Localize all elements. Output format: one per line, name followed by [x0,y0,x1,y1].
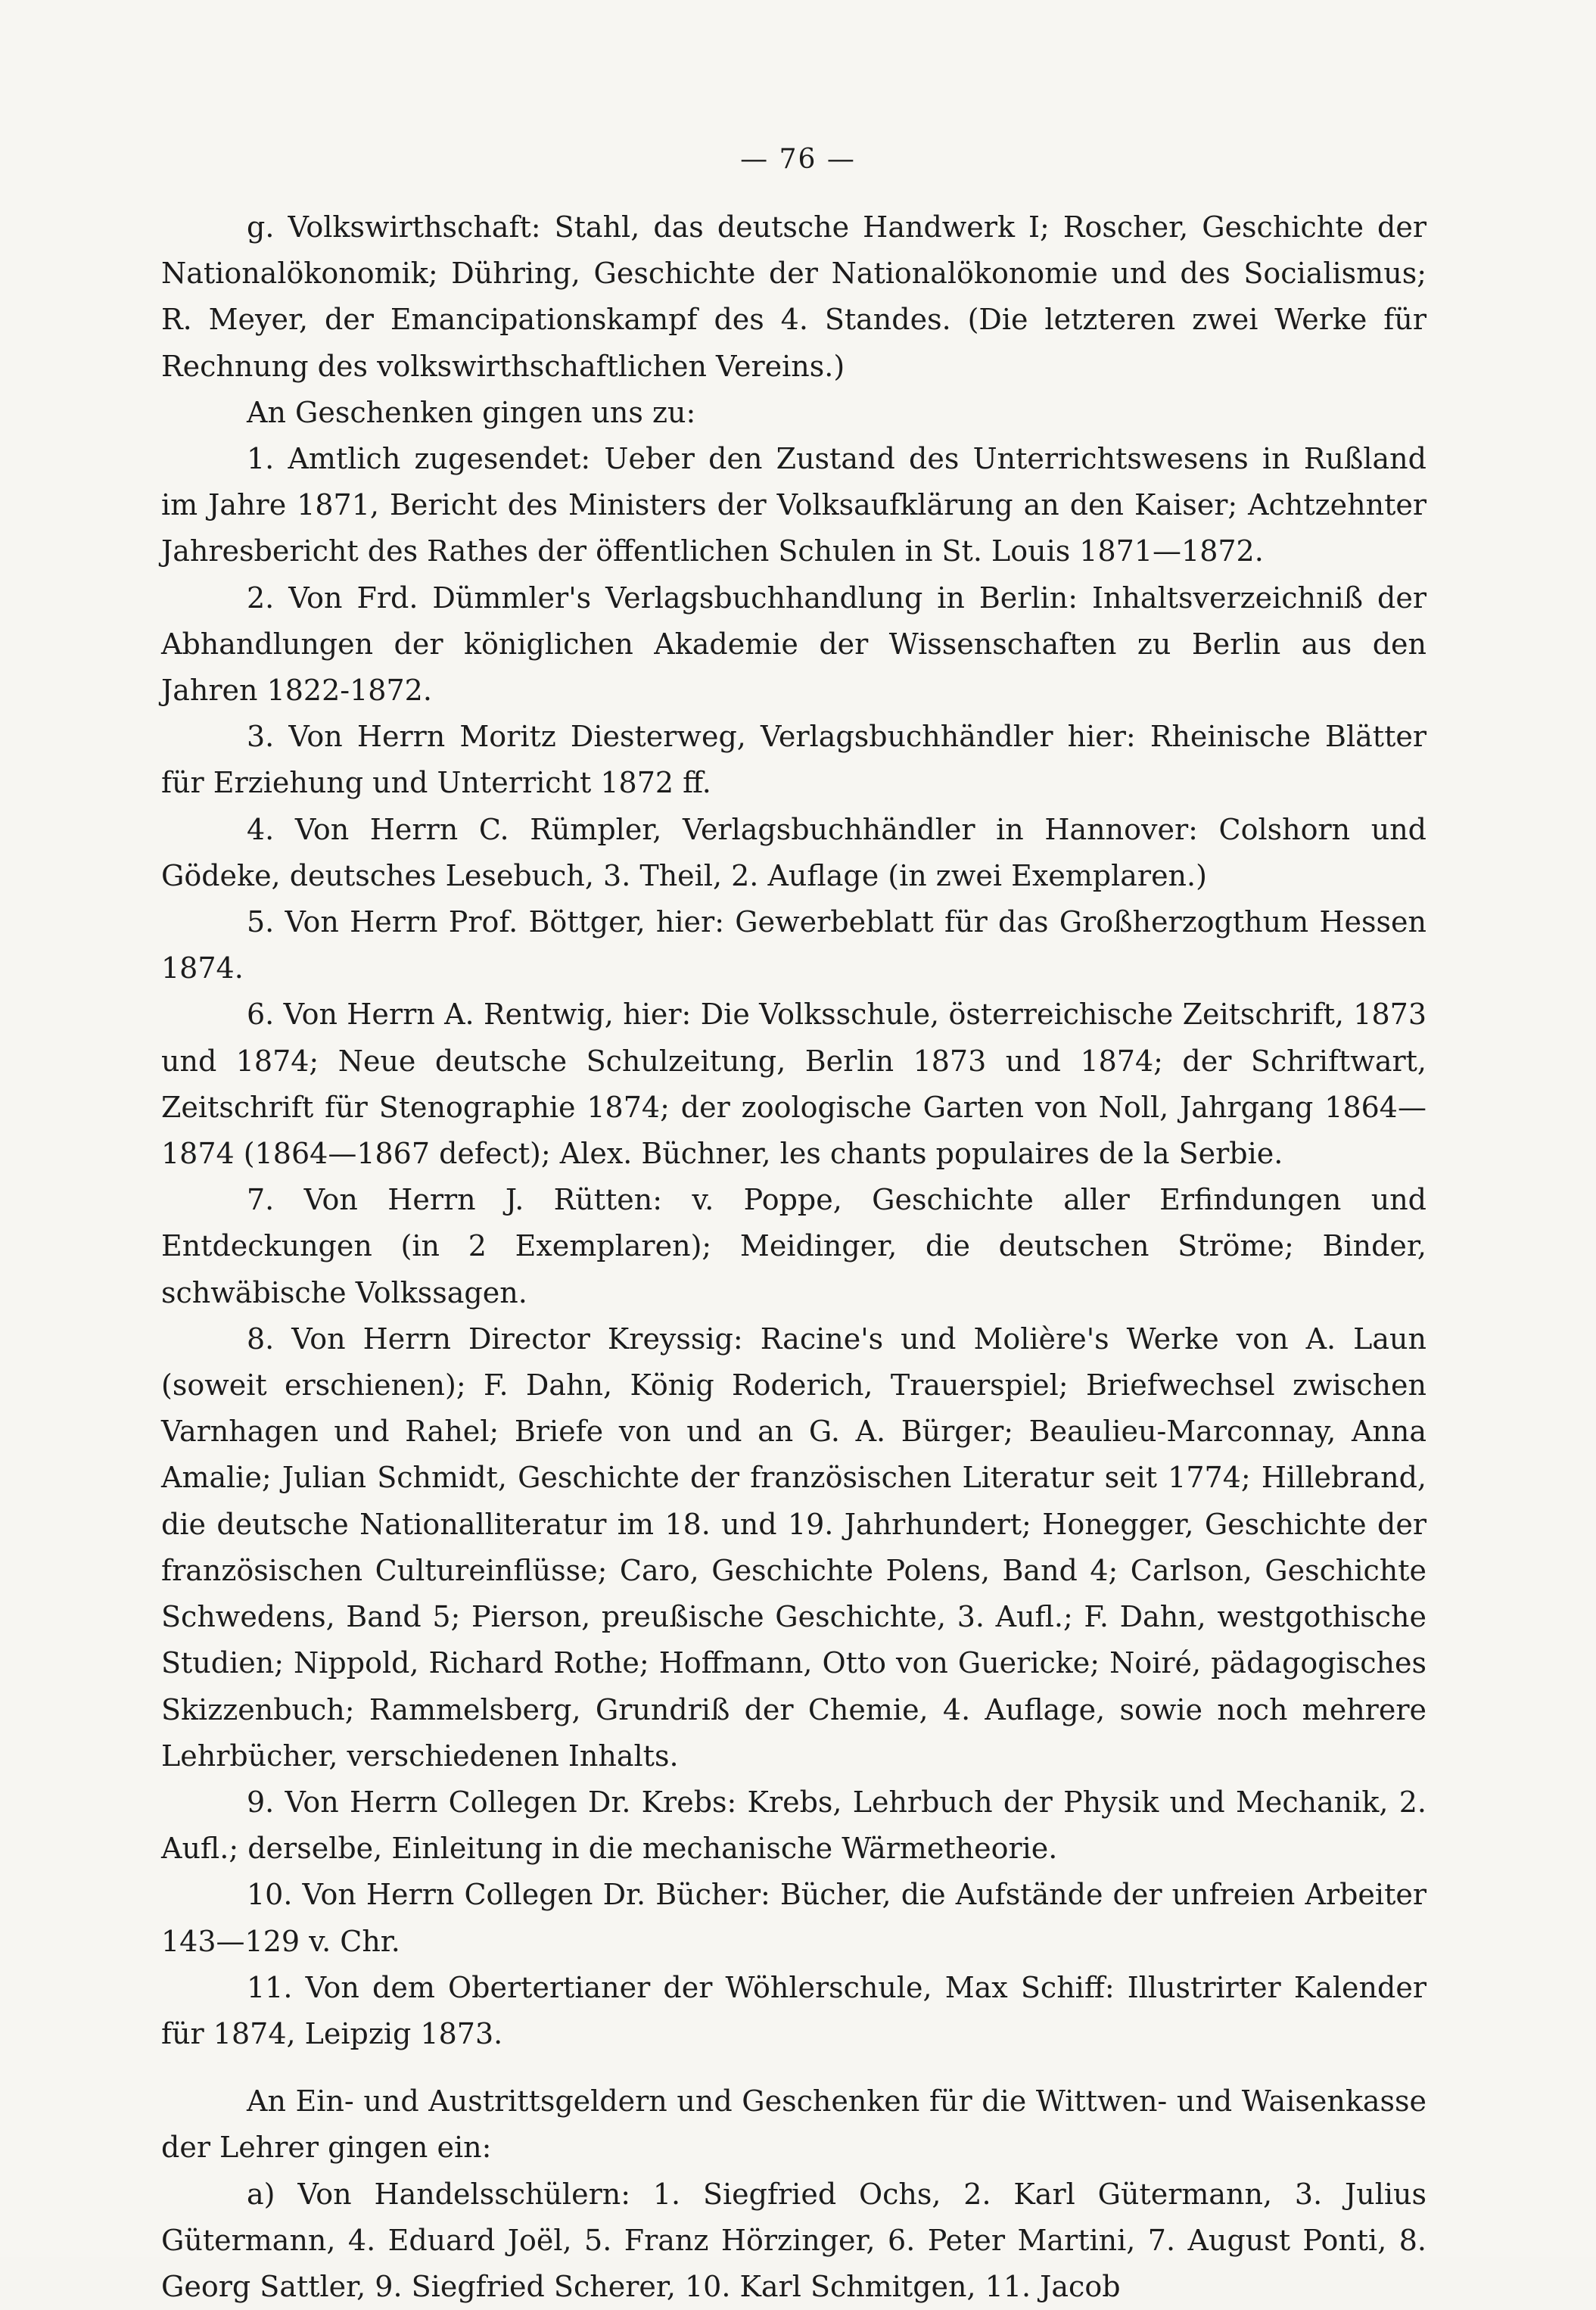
paragraph-geschenke-intro: An Geschenken gingen uns zu: [247,395,696,429]
paragraph-item-7: 7. Von Herrn J. Rütten: v. Poppe, Geschichte aller Erfindungen und Entdeckungen (in 2 Exemplaren); Meidinger, die deutschen Ströme; Binder, schwäbische Volkssagen. [161,1183,1426,1309]
paragraph-item-3: 3. Von Herrn Moritz Diesterweg, Verlagsbuchhändler hier: Rheinische Blätter für Erziehung und Unterricht 1872 ff. [161,720,1426,800]
body-text [161,204,1426,2310]
paragraph-item-9: 9. Von Herrn Collegen Dr. Krebs: Krebs, Lehrbuch der Physik und Mechanik, 2. Aufl.; derselbe, Einleitung in die mechanische Wärmetheorie. [161,1785,1426,1866]
paragraph-handelsschueler: a) Von Handelsschülern: 1. Siegfried Ochs, 2. Karl Gütermann, 3. Julius Gütermann, 4. Eduard Joël, 5. Franz Hörzinger, 6. Peter Martini, 7. August Ponti, 8. Georg Sattler, 9. Siegfried Scherer, 10. Karl Schmitgen, 11. Jacob [161,2177,1426,2303]
paragraph-item-10: 10. Von Herrn Collegen Dr. Bücher: Bücher, die Aufstände der unfreien Arbeiter 143—129 v. Chr. [161,1878,1426,1958]
paragraph-witwenkasse-intro: An Ein- und Austrittsgeldern und Geschenken für die Wittwen- und Waisenkasse der Lehrer gingen ein: [161,2084,1426,2165]
paragraph-item-11: 11. Von dem Obertertianer der Wöhlerschule, Max Schiff: Illustrirter Kalender für 1874, Leipzig 1873. [161,1970,1426,2050]
paragraph-item-1: 1. Amtlich zugesendet: Ueber den Zustand des Unterrichtswesens in Rußland im Jahre 1871, Bericht des Ministers der Volksaufklärung an den Kaiser; Achtzehnter Jahresbericht des Rathes der öffentlichen Schulen in St. Louis 1871—1872. [161,442,1426,568]
paragraph-item-2: 2. Von Frd. Dümmler's Verlagsbuchhandlung in Berlin: Inhaltsverzeichniß der Abhandlungen der königlichen Akademie der Wissenschaften zu Berlin aus den Jahren 1822-1872. [161,581,1426,708]
paragraph-item-6: 6. Von Herrn A. Rentwig, hier: Die Volksschule, österreichische Zeitschrift, 1873 und 1874; Neue deutsche Schulzeitung, Berlin 1873 und 1874; der Schriftwart, Zeitschrift für Stenographie 1874; der zoologische Garten von Noll, Jahrgang 1864—1874 (1864—1867 defect); Alex. Büchner, les chants populaires de la Serbie. [161,998,1426,1171]
paragraph-volkswirthschaft: g. Volkswirthschaft: Stahl, das deutsche Handwerk I; Roscher, Geschichte der Nationalökonomik; Dühring, Geschichte der Nationalökonomie und des Socialismus; R. Meyer, der Emancipationskampf des 4. Standes. (Die letzteren zwei Werke für Rechnung des volkswirthschaftlichen Vereins.) [161,210,1426,383]
paragraph-item-4: 4. Von Herrn C. Rümpler, Verlagsbuchhändler in Hannover: Colshorn und Gödeke, deutsches Lesebuch, 3. Theil, 2. Auflage (in zwei Exemplaren.) [161,812,1426,892]
paragraph-item-8: 8. Von Herrn Director Kreyssig: Racine's und Molière's Werke von A. Laun (soweit erschienen); F. Dahn, König Roderich, Trauerspiel; Briefwechsel zwischen Varnhagen und Rahel; Briefe von und an G. A. Bürger; Beaulieu-Marconnay, Anna Amalie; Julian Schmidt, Geschichte der französischen Literatur seit 1774; Hillebrand, die deutsche Nationalliteratur im 18. und 19. Jahrhundert; Honegger, Geschichte der französischen Cultureinflüsse; Caro, Geschichte Polens, Band 4; Carlson, Geschichte Schwedens, Band 5; Pierson, preußische Geschichte, 3. Aufl.; F. Dahn, westgothische Studien; Nippold, Richard Rothe; Hoffmann, Otto von Guericke; Noiré, pädagogisches Skizzenbuch; Rammelsberg, Grundriß der Chemie, 4. Auflage, sowie noch mehrere Lehrbücher, verschiedenen Inhalts. [161,1322,1426,1773]
paragraph-item-5: 5. Von Herrn Prof. Böttger, hier: Gewerbeblatt für das Großherzogthum Hessen 1874. [161,905,1426,985]
page-number: — 76 — [740,144,856,175]
